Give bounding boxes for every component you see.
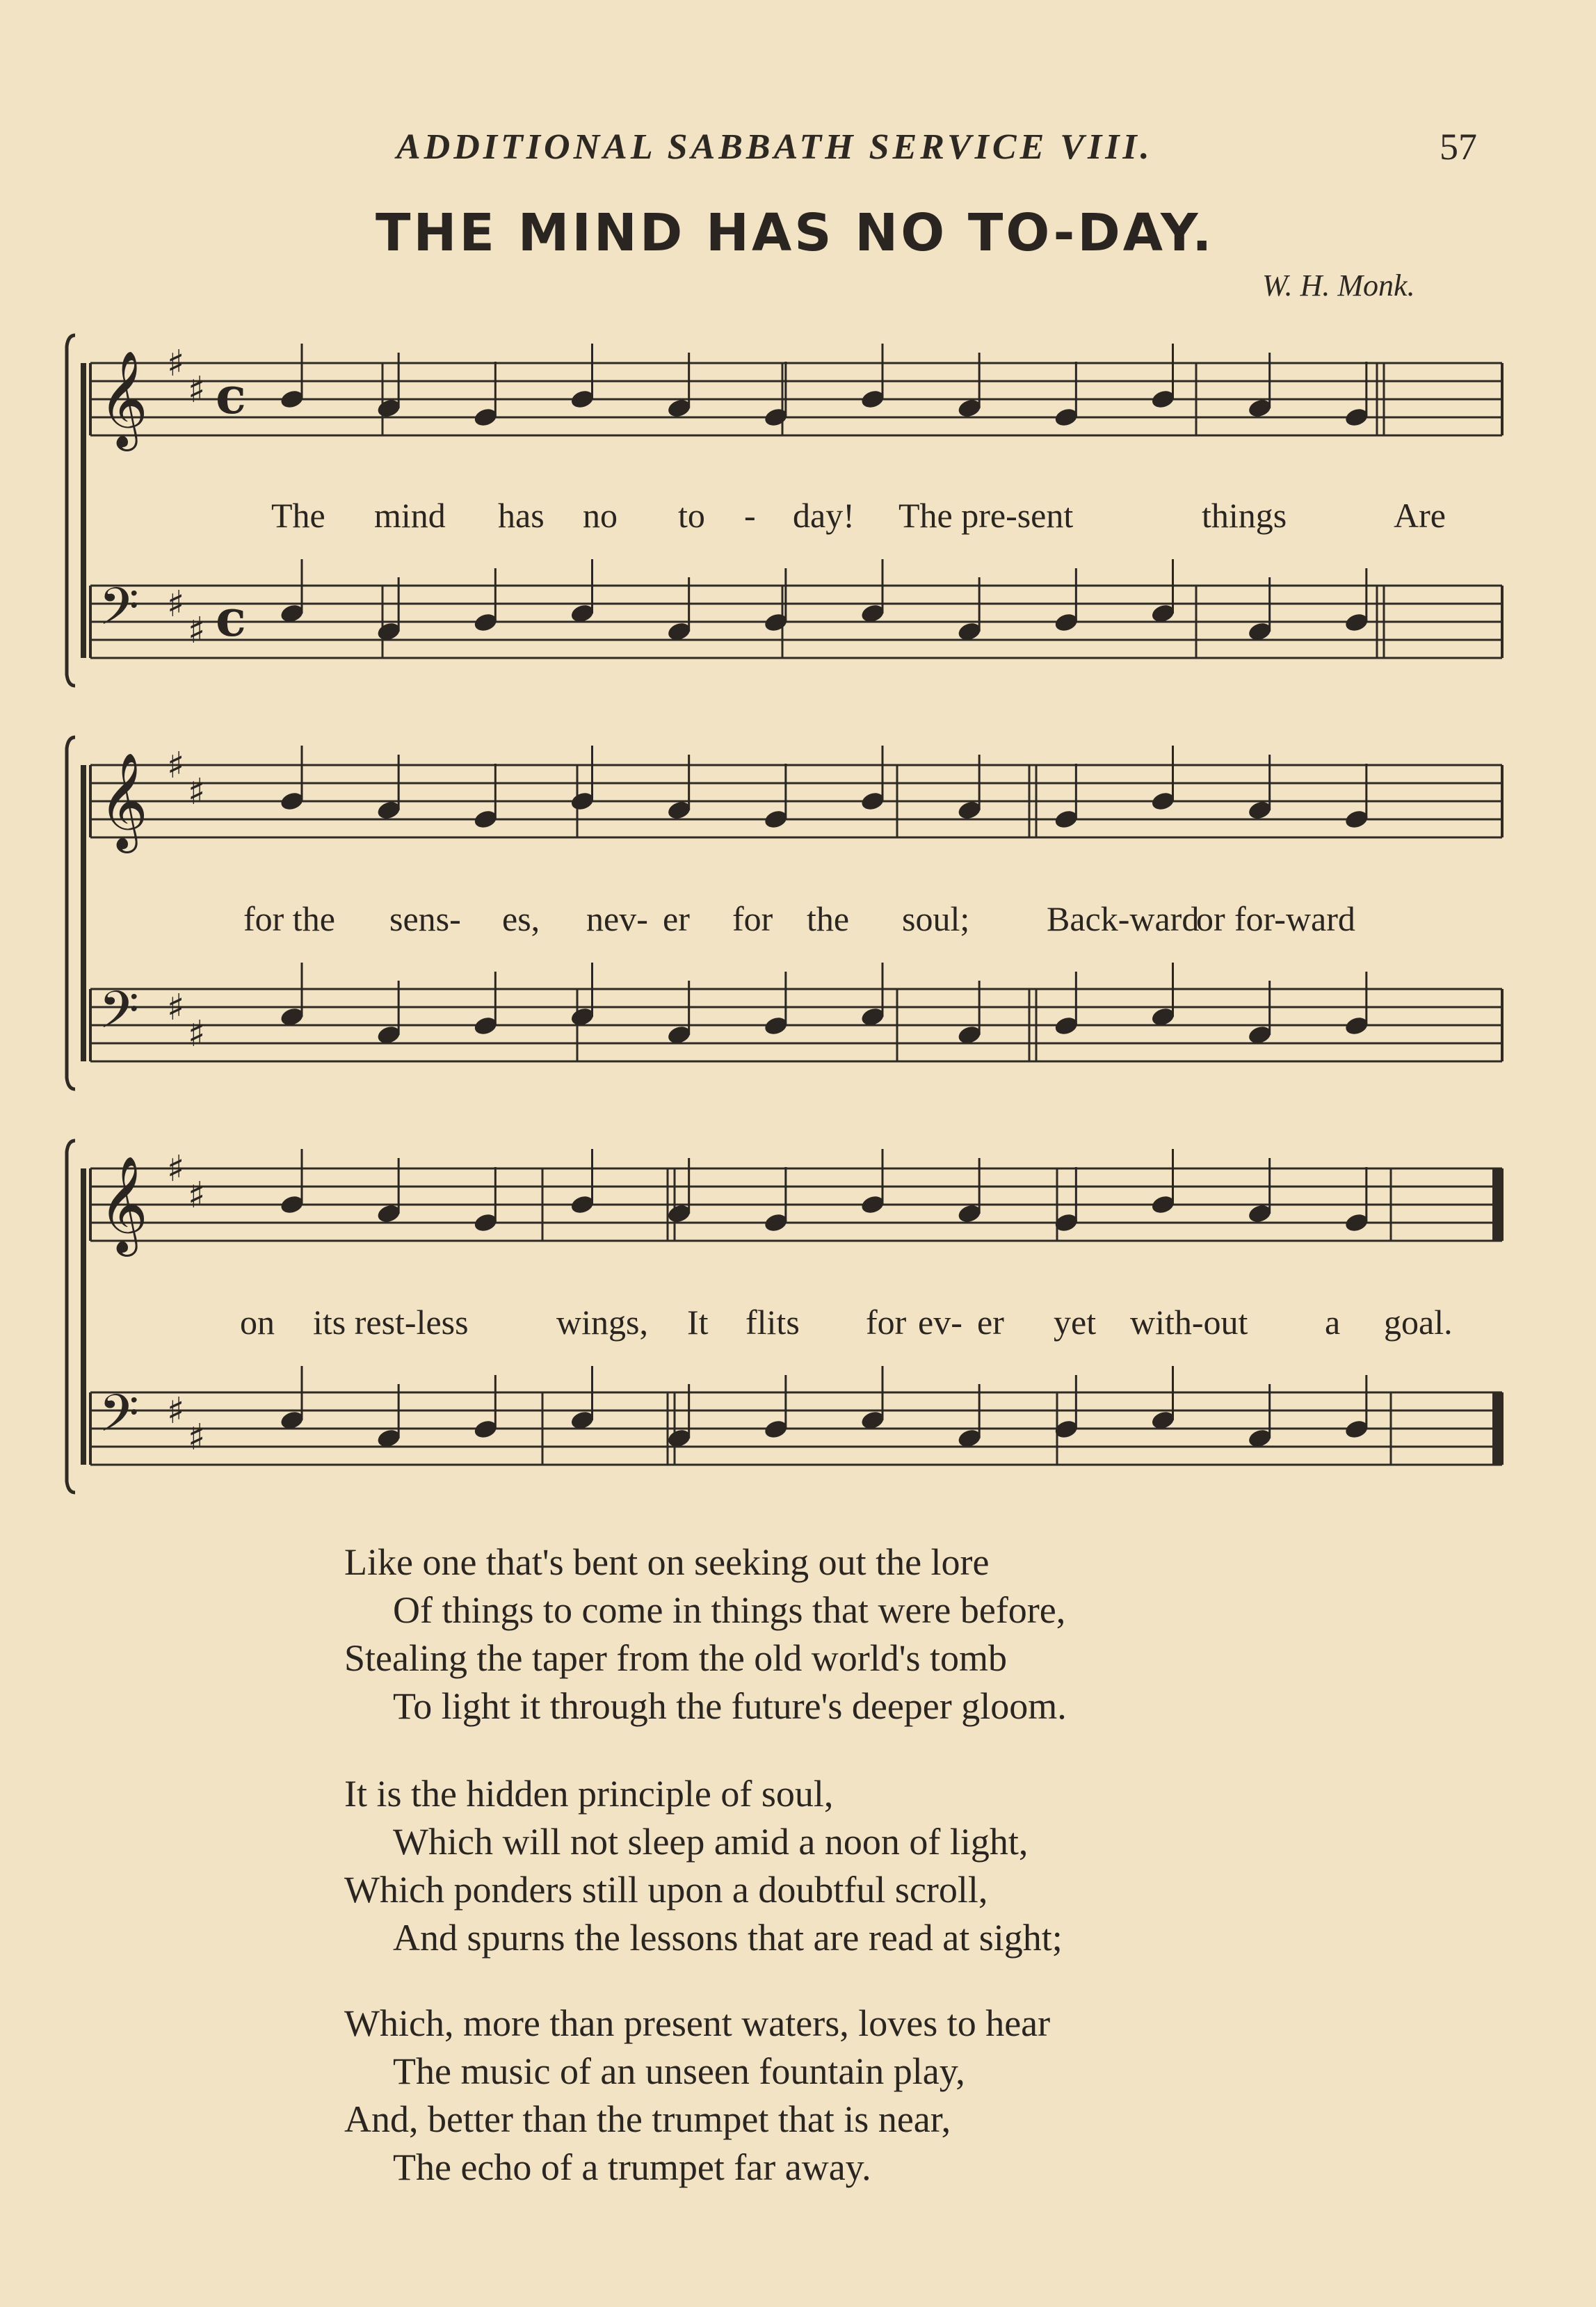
- final-barline: [1492, 1392, 1501, 1465]
- lyric-syllable: -: [744, 496, 756, 535]
- lyric-syllable: for: [866, 1303, 907, 1342]
- system-brace-bar: [81, 1168, 86, 1465]
- sharp-icon: ♯: [167, 987, 185, 1029]
- sharp-icon: ♯: [188, 1013, 206, 1055]
- lyric-syllable: day!: [793, 496, 855, 535]
- lyric-syllable: er: [663, 899, 690, 938]
- stanza-line: And spurns the lessons that are read at sight;: [393, 1917, 1063, 1959]
- lyric-syllable: er: [977, 1303, 1004, 1342]
- sharp-icon: ♯: [167, 745, 185, 787]
- lyric-syllable: with-out: [1130, 1303, 1248, 1342]
- lyric-syllable: yet: [1054, 1303, 1097, 1342]
- composer-credit: W. H. Monk.: [1262, 268, 1415, 303]
- stanza-line: It is the hidden principle of soul,: [344, 1773, 834, 1815]
- lyric-syllable: wings,: [556, 1303, 648, 1342]
- sharp-icon: ♯: [188, 771, 206, 813]
- lyric-syllable: Are: [1394, 496, 1446, 535]
- lyric-syllable: for: [732, 899, 773, 938]
- lyric-syllable: mind: [374, 496, 446, 535]
- sharp-icon: ♯: [167, 343, 185, 385]
- lyric-syllable: es,: [502, 899, 540, 938]
- lyric-syllable: or: [1196, 899, 1225, 938]
- lyric-syllable: nev-: [586, 899, 648, 938]
- common-time-icon: c: [216, 366, 246, 425]
- lyric-syllable: The: [271, 496, 325, 535]
- sharp-icon: ♯: [188, 1175, 206, 1216]
- treble-clef-icon: 𝄞: [99, 753, 148, 849]
- stanza-line: Of things to come in things that were before,: [393, 1589, 1066, 1631]
- stanza-line: Which, more than present waters, loves to hear: [344, 2002, 1051, 2044]
- treble-clef-icon: 𝄞: [99, 351, 148, 447]
- lyric-syllable: its rest-less: [313, 1303, 469, 1342]
- stanza-2: [344, 1538, 1067, 1730]
- system-bracket: [67, 335, 75, 686]
- page-number: 57: [1440, 126, 1477, 168]
- sharp-icon: ♯: [167, 1148, 185, 1190]
- stanza-4: [344, 2000, 1050, 2192]
- lyric-syllable: has: [498, 496, 545, 535]
- system-brace-bar: [81, 765, 86, 1061]
- stanza-3: [344, 1770, 1063, 1962]
- sharp-icon: ♯: [188, 610, 206, 652]
- stanza-line: The echo of a trumpet far away.: [393, 2146, 871, 2188]
- lyric-syllable: ev-: [918, 1303, 962, 1342]
- common-time-icon: c: [216, 588, 246, 648]
- lyric-syllable: no: [583, 496, 618, 535]
- system-bracket: [67, 737, 75, 1089]
- lyric-syllable: goal.: [1384, 1303, 1453, 1342]
- sharp-icon: ♯: [188, 369, 206, 411]
- treble-clef-icon: 𝄞: [99, 1156, 148, 1253]
- sharp-icon: ♯: [167, 1390, 185, 1432]
- stanza-line: To light it through the future's deeper gloom.: [393, 1685, 1067, 1727]
- lyric-syllable: soul;: [902, 899, 970, 938]
- stanza-line: Which ponders still upon a doubtful scroll,: [344, 1869, 988, 1911]
- lyric-syllable: things: [1202, 496, 1287, 535]
- stanza-line: Stealing the taper from the old world's tomb: [344, 1637, 1008, 1679]
- final-barline: [1492, 1168, 1501, 1241]
- hymn-title: THE MIND HAS NO TO-DAY.: [376, 203, 1215, 263]
- lyric-syllable: for-ward: [1234, 899, 1355, 938]
- lyric-syllable: sens-: [389, 899, 461, 938]
- lyric-syllable: a: [1325, 1303, 1341, 1342]
- stanza-line: Which will not sleep amid a noon of light,: [393, 1821, 1029, 1863]
- stanza-line: The music of an unseen fountain play,: [393, 2050, 965, 2092]
- lyric-syllable: the: [807, 899, 850, 938]
- lyric-syllable: It: [687, 1303, 709, 1342]
- bass-clef-icon: 𝄢: [99, 577, 139, 650]
- bass-clef-icon: 𝄢: [99, 980, 139, 1053]
- lyric-syllable: for the: [243, 899, 335, 938]
- lyric-syllable: Back-ward: [1047, 899, 1200, 938]
- system-bracket: [67, 1141, 75, 1493]
- system-brace-bar: [81, 363, 86, 658]
- lyric-syllable: The pre-sent: [898, 496, 1074, 535]
- running-head: ADDITIONAL SABBATH SERVICE VIII.: [396, 127, 1153, 167]
- lyric-syllable: to: [678, 496, 705, 535]
- stanza-line: And, better than the trumpet that is near,: [344, 2098, 951, 2140]
- sharp-icon: ♯: [188, 1417, 206, 1458]
- lyric-syllable: flits: [745, 1303, 800, 1342]
- sharp-icon: ♯: [167, 584, 185, 625]
- stanza-line: Like one that's bent on seeking out the lore: [344, 1541, 990, 1583]
- bass-clef-icon: 𝄢: [99, 1383, 139, 1456]
- lyric-syllable: on: [240, 1303, 275, 1342]
